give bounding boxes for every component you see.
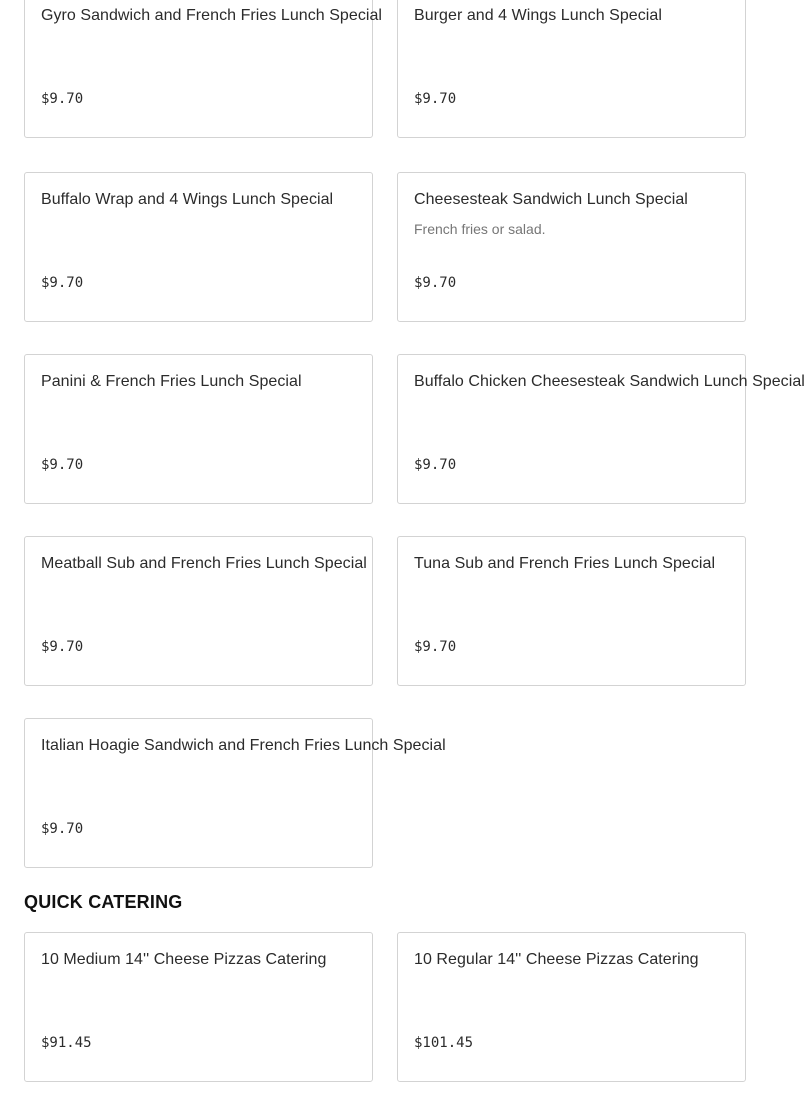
menu-item-name: Meatball Sub and French Fries Lunch Special — [41, 555, 367, 572]
menu-item-card[interactable] — [24, 932, 373, 1082]
menu-item-name: Tuna Sub and French Fries Lunch Special — [414, 555, 716, 572]
menu-item-card[interactable] — [397, 172, 746, 322]
section-heading-quick-catering: QUICK CATERING — [24, 892, 183, 912]
menu-item-price: $9.70 — [414, 275, 457, 291]
menu-item-card[interactable] — [397, 0, 746, 138]
menu-item-name: Italian Hoagie Sandwich and French Fries Lunch Special — [41, 737, 446, 754]
menu-item-card[interactable] — [397, 536, 746, 686]
menu-item-name: Panini & French Fries Lunch Special — [41, 373, 302, 390]
menu-item-description: French fries or salad. — [414, 221, 546, 237]
menu-item-name: Buffalo Chicken Cheesesteak Sandwich Lunch Special — [414, 373, 805, 390]
menu-item-card[interactable] — [397, 354, 805, 504]
menu-item-price: $9.70 — [41, 457, 84, 473]
menu-item-name: 10 Medium 14'' Cheese Pizzas Catering — [41, 951, 327, 968]
menu-item-price: $101.45 — [414, 1035, 474, 1051]
menu-item-price: $91.45 — [41, 1035, 92, 1051]
menu-item-name: 10 Regular 14'' Cheese Pizzas Catering — [414, 951, 699, 968]
menu-item-price: $9.70 — [41, 639, 84, 655]
menu-item-card[interactable] — [24, 718, 446, 868]
menu-item-price: $9.70 — [414, 457, 457, 473]
menu-item-name: Burger and 4 Wings Lunch Special — [414, 7, 662, 24]
menu-item-price: $9.70 — [41, 91, 84, 107]
menu-item-price: $9.70 — [41, 275, 84, 291]
menu-item-card[interactable] — [24, 536, 373, 686]
menu-item-card[interactable] — [24, 172, 373, 322]
menu-item-name: Gyro Sandwich and French Fries Lunch Special — [41, 7, 383, 24]
menu-item-card[interactable] — [24, 354, 373, 504]
menu-item-name: Cheesesteak Sandwich Lunch Special — [414, 191, 688, 208]
menu-item-price: $9.70 — [41, 821, 84, 837]
menu-item-card[interactable] — [397, 932, 746, 1082]
menu-item-price: $9.70 — [414, 91, 457, 107]
menu-item-name: Buffalo Wrap and 4 Wings Lunch Special — [41, 191, 334, 208]
menu-item-price: $9.70 — [414, 639, 457, 655]
menu-item-card[interactable] — [24, 0, 383, 138]
